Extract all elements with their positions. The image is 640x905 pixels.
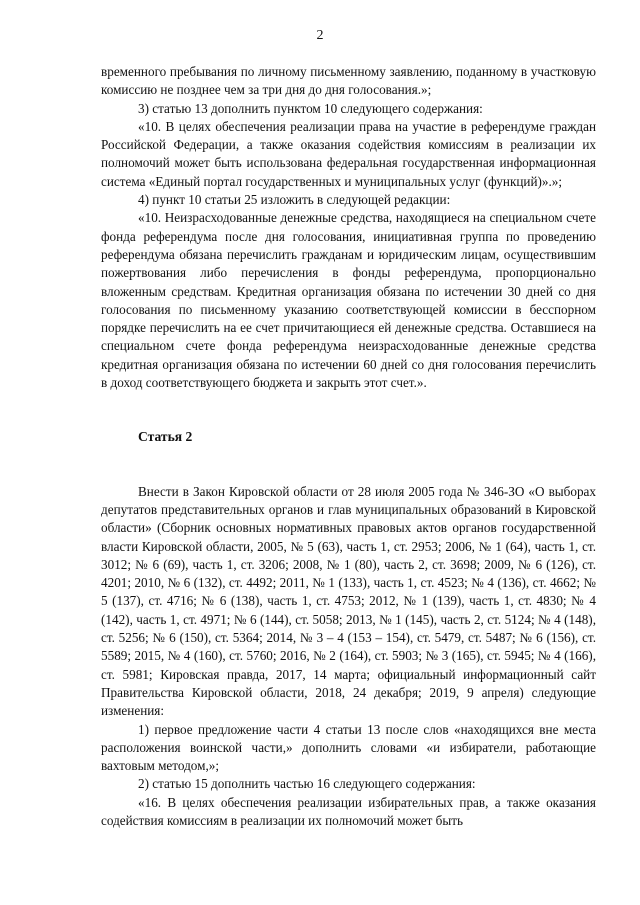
- paragraph-continuation: временного пребывания по личному письменному заявлению, поданному в участковую комиссию не позднее чем за три дня до дня голосования.»;: [101, 64, 596, 98]
- paragraph-item-4: 4) пункт 10 статьи 25 изложить в следующей редакции:: [138, 192, 451, 208]
- paragraph-clause-16: «16. В целях обеспечения реализации избирательных прав, а также оказания содействия комиссиям в реализации их полномочий может быть: [101, 794, 596, 828]
- paragraph-item-1: 1) первое предложение части 4 статьи 13 после слов «находящихся вне места расположения воинской части,» дополнить словами «и избиратели, работающие вахтовым методом,»;: [101, 721, 596, 774]
- paragraph-item-2: 2) статью 15 дополнить частью 16 следующего содержания:: [138, 776, 476, 792]
- paragraph-item-3: 3) статью 13 дополнить пунктом 10 следующего содержания:: [138, 100, 483, 116]
- page-number: 2: [316, 28, 324, 43]
- paragraph-amend-law: Внести в Закон Кировской области от 28 июля 2005 года № 346-ЗО «О выборах депутатов представительных органов и глав муниципальных образований в Кировской области» (Сборник основных нормативных правовых актов органов государственной власти Кировской области, 2005, № 5 (63), часть 1, ст. 2953; 2006, № 1 (64), часть 1, ст. 3012; № 6 (69), часть 1, ст. 3206; 2008, № 1 (80), часть 2, ст. 3698; 2009, № 6 (126), ст. 4201; 2010, № 6 (132), ст. 4492; 2011, № 1 (133), часть 1, ст. 4523; № 4 (136), ст. 4662; № 5 (137), ст. 4716; № 6 (138), часть 1, ст. 4753; 2012, № 1 (139), часть 1, ст. 4830; № 4 (142), часть 1, ст. 4971; № 6 (144), ст. 5058; 2013, № 1 (145), часть 2, ст. 5124; № 4 (148), ст. 5256; № 6 (150), ст. 5364; 2014, № 3 – 4 (153 – 154), ст. 5479, ст. 5487; № 6 (156), ст. 5589; 2015, № 4 (160), ст. 5760; 2016, № 2 (164), ст. 5903; № 3 (165), ст. 5945; № 4 (166), ст. 5981; Кировская правда, 2017, 14 марта; официальный информационный сайт Правительства Кировской области, 2018, 24 декабря; 2019, 9 апреля) следующие изменения:: [101, 483, 596, 719]
- paragraph-clause-10-portal: «10. В целях обеспечения реализации права на участие в референдуме граждан Российской Федерации, а также оказания содействия комиссиям в реализации их полномочий может быть использована федеральная государственная информационная система «Единый портал государственных и муниципальных услуг (функций)».»;: [101, 118, 596, 189]
- document-body: [101, 63, 596, 830]
- paragraph-clause-10-funds: «10. Неизрасходованные денежные средства, находящиеся на специальном счете фонда референдума после дня голосования, инициативная группа по проведению референдума обязана перечислить гражданам и юридическим лицам, осуществившим пожертвования либо перечисления в фонды референдума, пропорционально вложенным средствам. Кредитная организация обязана по истечении 30 дней со дня голосования по письменному указанию соответствующей комиссии в бесспорном порядке перечислить на ее счет причитающиеся ей денежные средства. Оставшиеся на специальном счете фонда референдума неизрасходованные денежные средства кредитная организация обязана по истечении 60 дней со дня голосования перечислить в доход соответствующего бюджета и закрыть этот счет.».: [101, 210, 596, 391]
- article-heading: Статья 2: [138, 429, 193, 445]
